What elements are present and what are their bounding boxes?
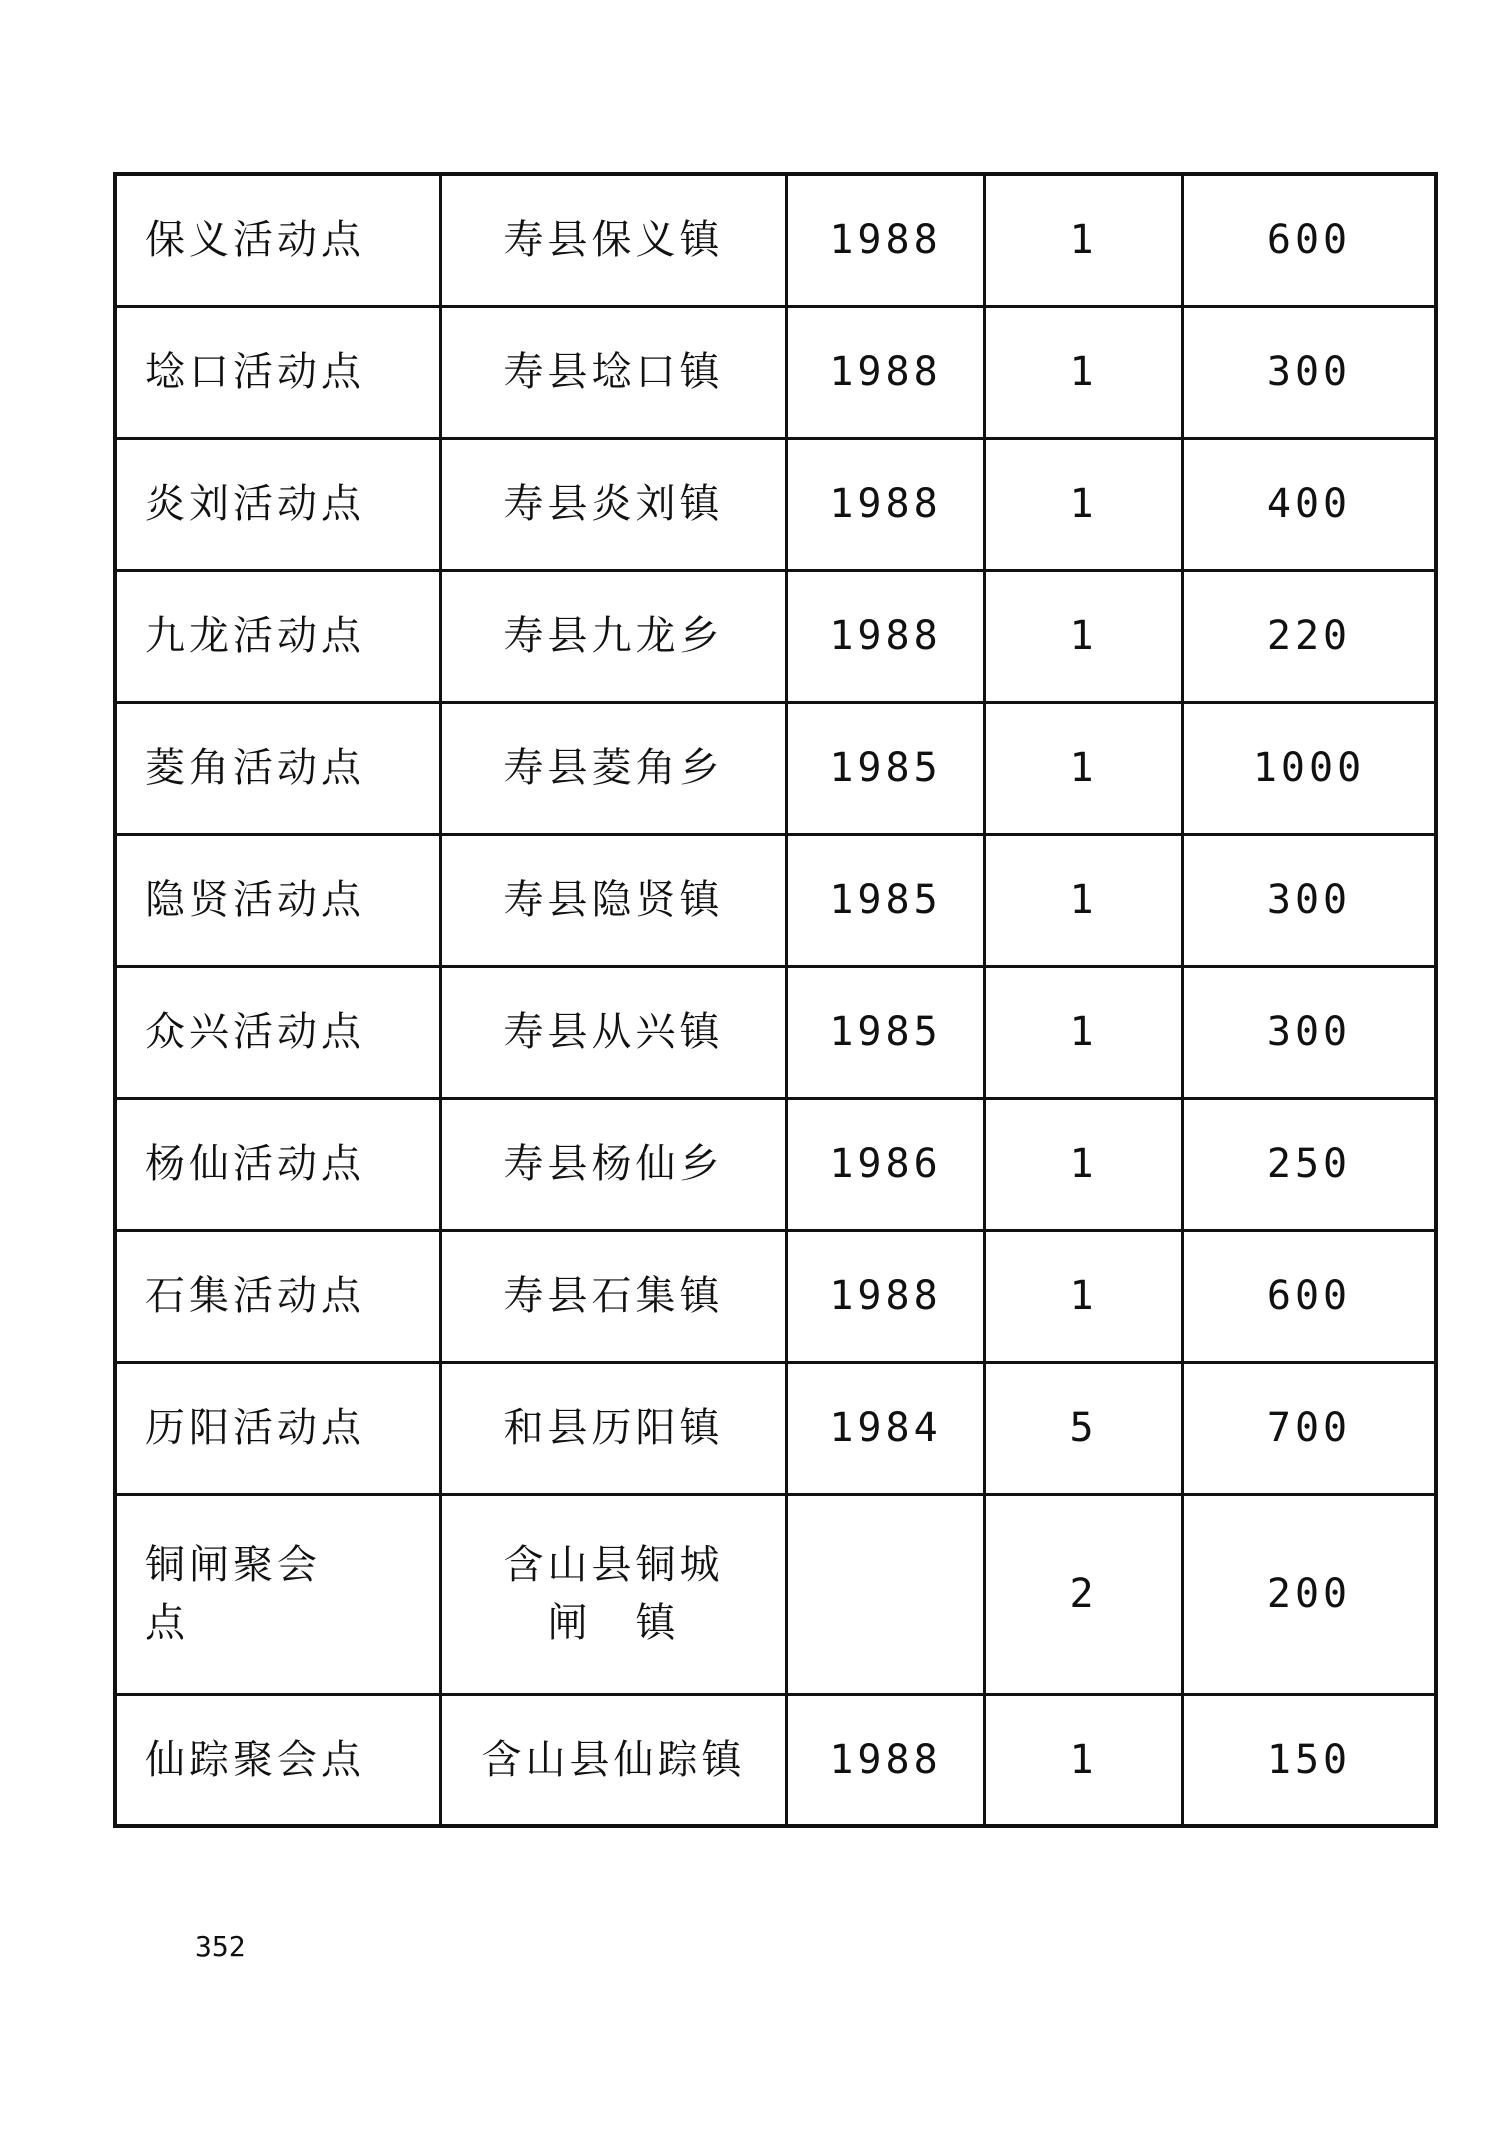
cell-place: 寿县炎刘镇 <box>441 438 787 570</box>
cell-people: 1000 <box>1183 702 1437 834</box>
cell-place: 和县历阳镇 <box>441 1362 787 1494</box>
cell-people: 700 <box>1183 1362 1437 1494</box>
cell-count: 5 <box>985 1362 1183 1494</box>
cell-year <box>787 1494 985 1694</box>
cell-name: 隐贤活动点 <box>115 834 441 966</box>
cell-name: 历阳活动点 <box>115 1362 441 1494</box>
table-row <box>115 1098 1436 1230</box>
table-body <box>115 174 1436 1826</box>
cell-year: 1988 <box>787 306 985 438</box>
cell-count: 1 <box>985 966 1183 1098</box>
records-table <box>113 172 1438 1828</box>
cell-people: 300 <box>1183 306 1437 438</box>
cell-count: 1 <box>985 570 1183 702</box>
cell-count: 1 <box>985 174 1183 306</box>
cell-name: 石集活动点 <box>115 1230 441 1362</box>
cell-year: 1986 <box>787 1098 985 1230</box>
cell-place: 寿县菱角乡 <box>441 702 787 834</box>
cell-name: 仙踪聚会点 <box>115 1694 441 1826</box>
cell-place: 寿县杨仙乡 <box>441 1098 787 1230</box>
cell-people: 300 <box>1183 966 1437 1098</box>
cell-count: 1 <box>985 1230 1183 1362</box>
cell-name: 保义活动点 <box>115 174 441 306</box>
cell-name: 众兴活动点 <box>115 966 441 1098</box>
cell-year: 1988 <box>787 1694 985 1826</box>
cell-name: 九龙活动点 <box>115 570 441 702</box>
table-row <box>115 702 1436 834</box>
table-row <box>115 570 1436 702</box>
cell-place: 含山县仙踪镇 <box>441 1694 787 1826</box>
cell-place: 寿县保义镇 <box>441 174 787 306</box>
cell-people: 400 <box>1183 438 1437 570</box>
table-row <box>115 1362 1436 1494</box>
cell-people: 220 <box>1183 570 1437 702</box>
page-number: 352 <box>195 1930 246 1963</box>
cell-count: 1 <box>985 702 1183 834</box>
table-row <box>115 1494 1436 1694</box>
cell-people: 250 <box>1183 1098 1437 1230</box>
table-row <box>115 966 1436 1098</box>
cell-year: 1984 <box>787 1362 985 1494</box>
cell-people: 600 <box>1183 1230 1437 1362</box>
table-row <box>115 306 1436 438</box>
cell-count: 1 <box>985 834 1183 966</box>
cell-year: 1988 <box>787 1230 985 1362</box>
cell-name: 埝口活动点 <box>115 306 441 438</box>
cell-name: 炎刘活动点 <box>115 438 441 570</box>
cell-place: 寿县石集镇 <box>441 1230 787 1362</box>
cell-people: 150 <box>1183 1694 1437 1826</box>
table-row <box>115 1694 1436 1826</box>
table-row <box>115 834 1436 966</box>
cell-count: 1 <box>985 1098 1183 1230</box>
cell-place: 寿县隐贤镇 <box>441 834 787 966</box>
cell-place: 含山县铜城 闸 镇 <box>441 1494 787 1694</box>
table-row <box>115 174 1436 306</box>
table-row <box>115 438 1436 570</box>
cell-count: 1 <box>985 306 1183 438</box>
table-row <box>115 1230 1436 1362</box>
cell-name: 杨仙活动点 <box>115 1098 441 1230</box>
cell-name: 菱角活动点 <box>115 702 441 834</box>
cell-place: 寿县从兴镇 <box>441 966 787 1098</box>
cell-people: 300 <box>1183 834 1437 966</box>
cell-people: 200 <box>1183 1494 1437 1694</box>
cell-people: 600 <box>1183 174 1437 306</box>
cell-name: 铜闸聚会 点 <box>115 1494 441 1694</box>
cell-place: 寿县埝口镇 <box>441 306 787 438</box>
cell-year: 1988 <box>787 438 985 570</box>
cell-count: 2 <box>985 1494 1183 1694</box>
cell-year: 1988 <box>787 570 985 702</box>
cell-year: 1985 <box>787 966 985 1098</box>
cell-place: 寿县九龙乡 <box>441 570 787 702</box>
cell-year: 1988 <box>787 174 985 306</box>
cell-year: 1985 <box>787 702 985 834</box>
cell-year: 1985 <box>787 834 985 966</box>
cell-count: 1 <box>985 1694 1183 1826</box>
cell-count: 1 <box>985 438 1183 570</box>
